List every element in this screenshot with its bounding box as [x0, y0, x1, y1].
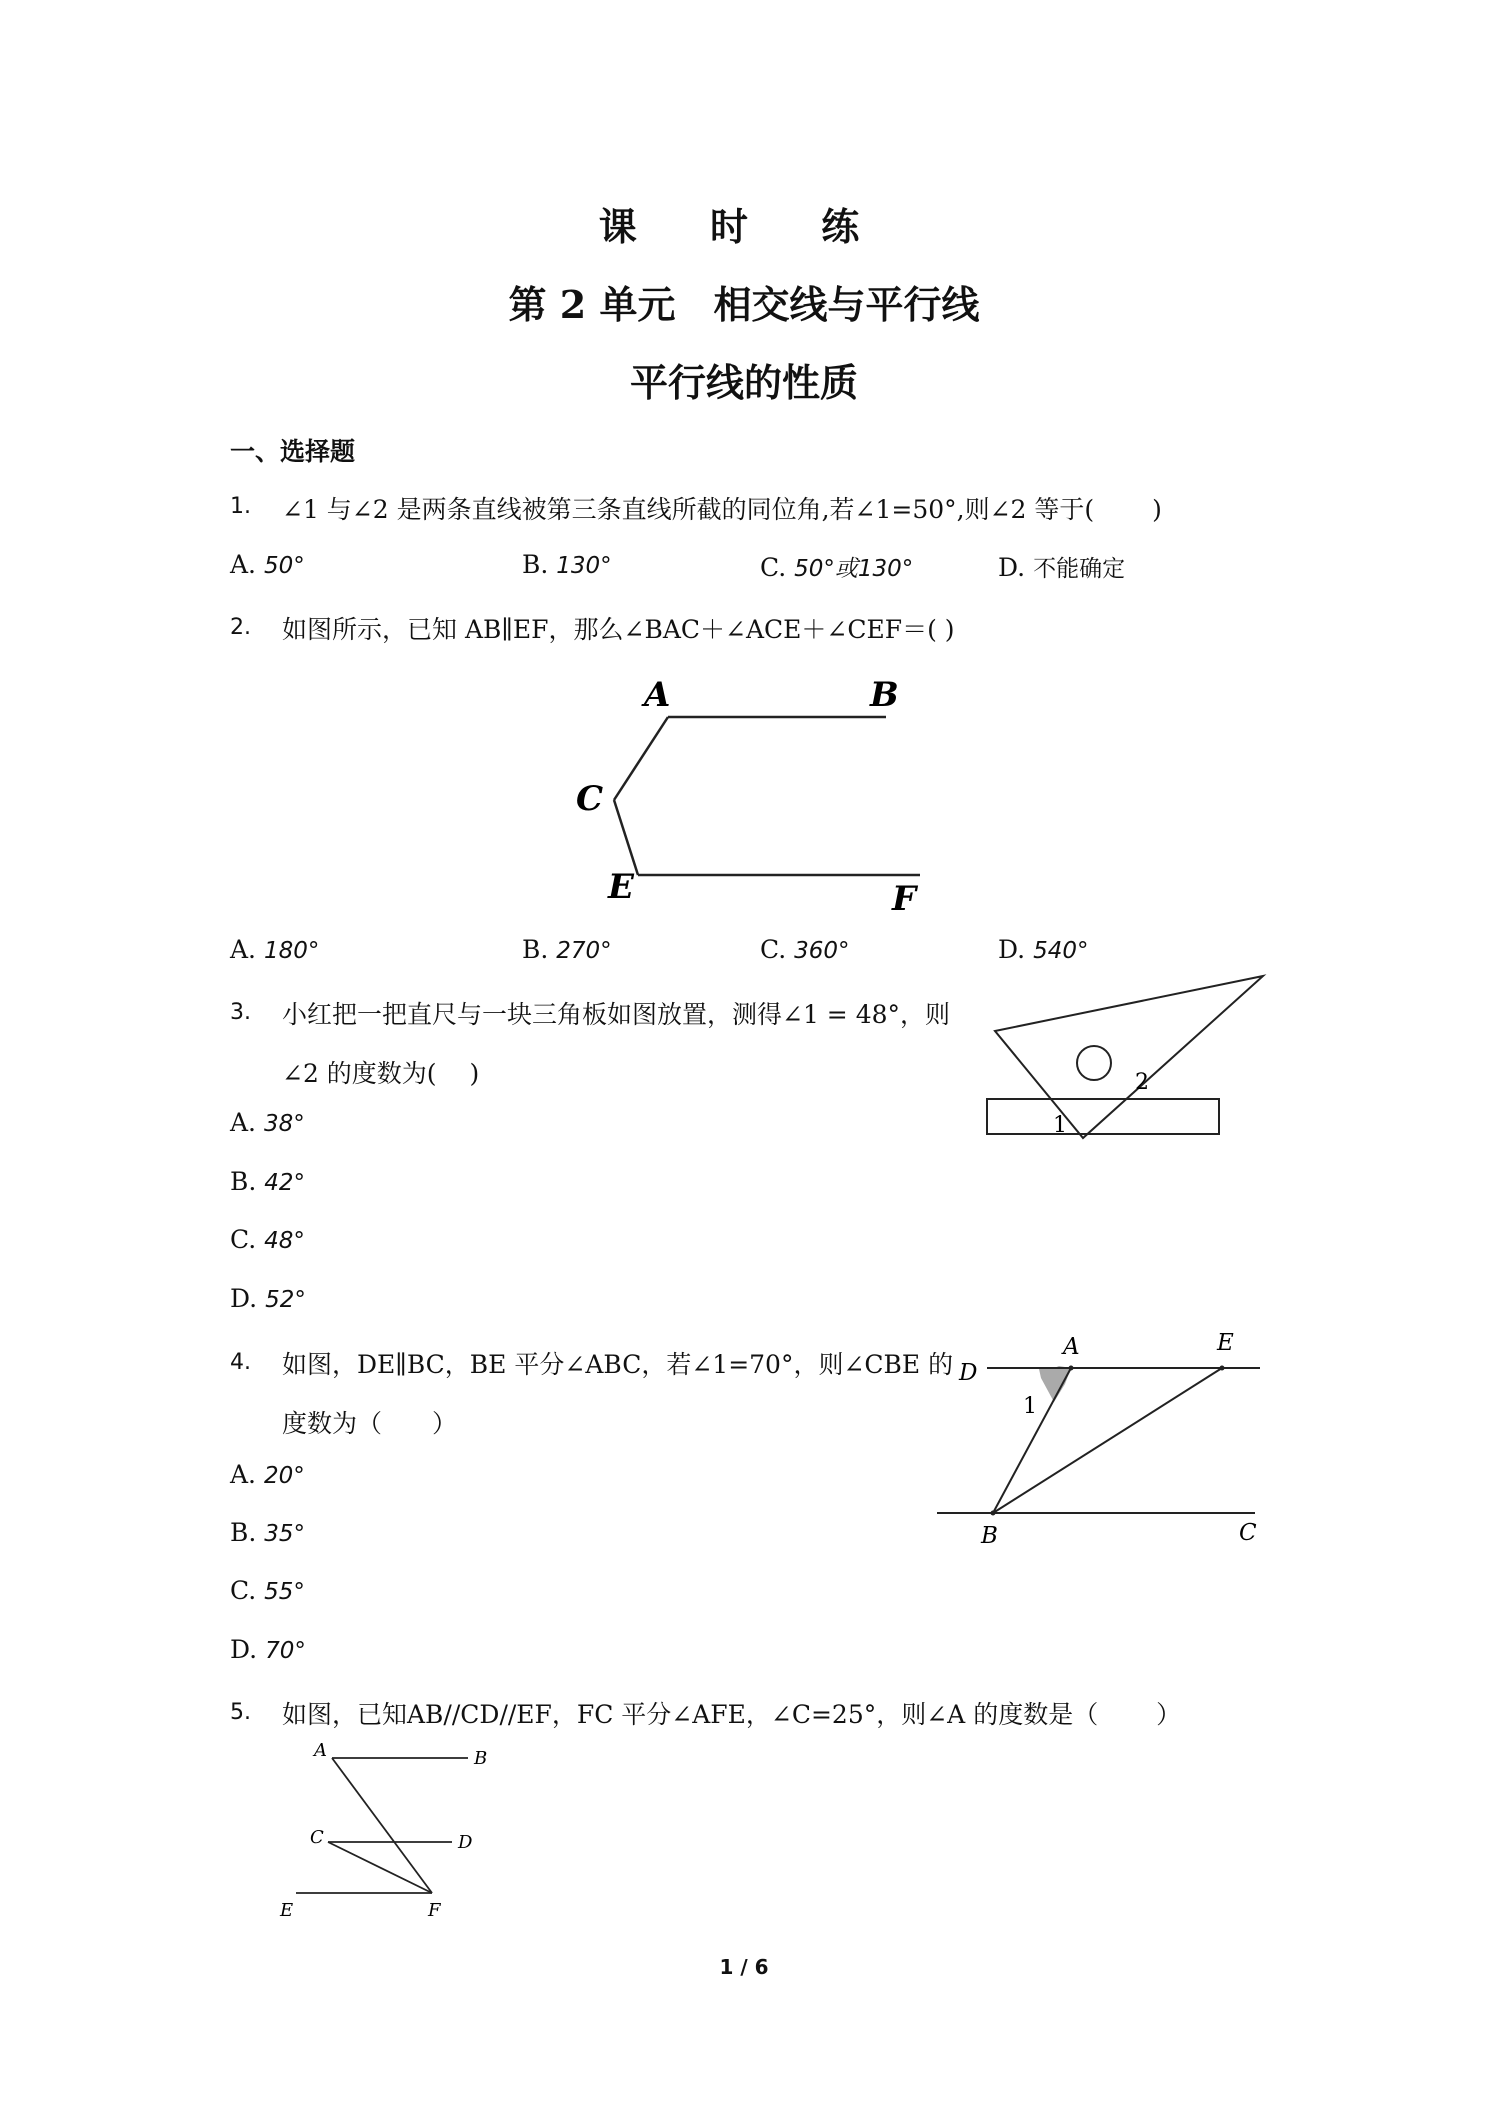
option-letter: C. [230, 1225, 257, 1254]
label-b: B [981, 1523, 998, 1549]
option-value: 42° [264, 1170, 306, 1196]
option-value: 50° [263, 553, 305, 579]
label-a: A [314, 1740, 327, 1761]
figure-q3 [985, 975, 1275, 1145]
option-value: 48° [264, 1228, 305, 1254]
option-d [998, 935, 1088, 964]
option-letter: B. [522, 935, 549, 964]
figure-q2 [560, 670, 940, 920]
option-letter: B. [522, 550, 549, 579]
point-e [1220, 1366, 1225, 1371]
question-text-continued: 度数为（ ） [282, 1409, 458, 1438]
option-c [230, 1576, 305, 1605]
question-number: 4. [230, 1350, 251, 1375]
angle-1-label: 1 [1023, 1394, 1037, 1419]
label-c: C [576, 779, 604, 819]
option-value: 540° [1033, 938, 1089, 964]
question-text: 如图所示，已知 AB∥EF，那么∠BAC＋∠ACE＋∠CEF＝( ) [282, 615, 955, 644]
point-a [1069, 1366, 1074, 1371]
question-text: 如图，DE∥BC，BE 平分∠ABC，若∠1=70°，则∠CBE 的 [282, 1350, 954, 1379]
page-number: 1 / 6 [719, 1955, 769, 1979]
option-d [230, 1635, 306, 1664]
question-text: 如图，已知AB//CD//EF，FC 平分∠AFE，∠C=25°，则∠A 的度数是（ ） [282, 1700, 1182, 1729]
section-heading: 一、选择题 [230, 437, 356, 466]
segment-ab [993, 1368, 1071, 1513]
label-f: F [892, 879, 917, 919]
point-b [991, 1511, 996, 1516]
lesson-title: 平行线的性质 [629, 360, 858, 405]
option-a [230, 1460, 305, 1489]
angle-1-label: 1 [1053, 1113, 1067, 1138]
figure-q5 [270, 1730, 510, 1920]
option-value: 360° [794, 938, 850, 964]
label-b: B [870, 675, 899, 715]
option-d [230, 1284, 306, 1313]
worksheet-title: 课 时 练 [598, 204, 890, 249]
label-a: A [1063, 1334, 1080, 1360]
option-a [230, 935, 319, 964]
option-value: 55° [264, 1579, 305, 1605]
label-a: A [644, 675, 671, 715]
label-e: E [280, 1900, 294, 1921]
option-value: 不能确定 [1033, 556, 1126, 582]
label-b: B [474, 1748, 488, 1769]
option-value: 50°或130° [794, 556, 914, 582]
label-d: D [959, 1360, 978, 1386]
option-letter: D. [998, 935, 1026, 964]
option-letter: A. [230, 935, 257, 964]
option-letter: D. [230, 1635, 258, 1664]
figure-q4 [935, 1320, 1275, 1550]
question-number: 3. [230, 1000, 251, 1025]
label-e: E [1217, 1330, 1234, 1356]
label-c: C [310, 1827, 324, 1848]
straight-ruler [987, 1099, 1219, 1134]
question-number: 5. [230, 1700, 251, 1725]
label-c: C [1239, 1520, 1257, 1546]
segment-af [332, 1758, 432, 1893]
line-ce [614, 800, 638, 875]
option-letter: B. [230, 1167, 257, 1196]
option-letter: B. [230, 1518, 257, 1547]
angle-2-label: 2 [1135, 1070, 1149, 1095]
option-letter: C. [230, 1576, 257, 1605]
triangle-hole [1077, 1046, 1111, 1080]
option-value: 130° [556, 553, 612, 579]
option-b [522, 935, 612, 964]
option-c [230, 1225, 305, 1254]
option-value: 270° [556, 938, 612, 964]
option-c [760, 935, 850, 964]
question-number: 1. [230, 494, 251, 519]
option-value: 52° [265, 1287, 306, 1313]
segment-be [993, 1368, 1222, 1513]
question-text: ∠1 与∠2 是两条直线被第三条直线所截的同位角,若∠1=50°,则∠2 等于( ) [282, 495, 1162, 524]
option-b [230, 1167, 305, 1196]
option-value: 70° [265, 1638, 306, 1664]
line-ac [614, 717, 668, 800]
label-d: D [458, 1832, 473, 1853]
option-b [230, 1518, 305, 1547]
option-value: 35° [264, 1521, 306, 1547]
question-number: 2. [230, 615, 251, 640]
option-a [230, 550, 305, 579]
label-e: E [608, 867, 634, 907]
triangle-ruler [995, 976, 1263, 1138]
option-letter: A. [230, 550, 257, 579]
option-c [760, 550, 913, 583]
option-value: 38° [263, 1111, 305, 1137]
option-letter: C. [760, 935, 787, 964]
question-text: 小红把一把直尺与一块三角板如图放置，测得∠1 = 48°，则 [282, 1000, 951, 1029]
unit-title: 第 2 单元 相交线与平行线 [508, 282, 980, 327]
option-b [522, 550, 612, 579]
option-letter: D. [230, 1284, 258, 1313]
label-f: F [428, 1900, 441, 1921]
segment-cf [328, 1842, 432, 1893]
option-d [998, 550, 1125, 583]
option-a [230, 1108, 305, 1137]
option-letter: A. [230, 1108, 257, 1137]
option-letter: C. [760, 553, 787, 582]
option-letter: A. [230, 1460, 257, 1489]
option-letter: D. [998, 553, 1026, 582]
question-text-continued: ∠2 的度数为( ) [282, 1059, 480, 1088]
option-value: 20° [263, 1463, 305, 1489]
option-value: 180° [263, 938, 320, 964]
